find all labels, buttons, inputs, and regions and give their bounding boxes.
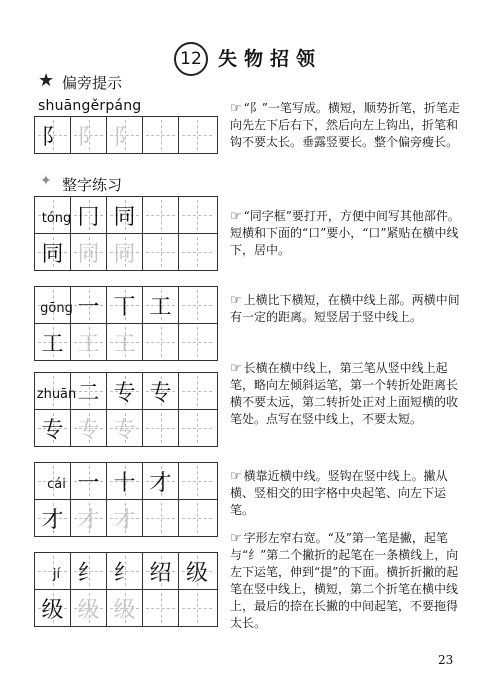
stroke-step: 专 bbox=[149, 380, 172, 406]
trace-cell bbox=[71, 234, 107, 270]
stroke-step: 才 bbox=[149, 470, 172, 496]
radical-heading: 偏旁提示 bbox=[62, 74, 123, 92]
stroke-cell bbox=[179, 463, 215, 499]
empty-cell bbox=[179, 324, 215, 360]
page-number: 23 bbox=[438, 653, 454, 667]
trace-char: 同 bbox=[113, 241, 136, 267]
model-char: 级 bbox=[41, 597, 64, 623]
pinyin-cell bbox=[35, 287, 71, 323]
trace-char: 级 bbox=[113, 597, 136, 623]
trace-cell bbox=[107, 410, 143, 446]
model-char: 工 bbox=[41, 331, 64, 357]
pinyin-cell bbox=[35, 197, 71, 233]
stroke-cell bbox=[179, 287, 215, 323]
radical-grid bbox=[34, 116, 218, 154]
stroke-step: 专 bbox=[113, 380, 136, 406]
stroke-cell bbox=[143, 553, 179, 589]
radical-tip bbox=[230, 100, 468, 151]
stroke-cell bbox=[143, 197, 179, 233]
model-cell bbox=[35, 410, 71, 446]
pinyin-label: gōng bbox=[40, 300, 73, 316]
stroke-step: 同 bbox=[113, 204, 136, 230]
tip-text: 上横比下横短，在横中线上部。两横中间有一定的距离。短竖居于竖中线上。 bbox=[230, 293, 460, 324]
radical-trace-char: 阝 bbox=[77, 124, 100, 150]
pinyin-cell bbox=[35, 463, 71, 499]
tip-text: 字形左窄右宽。“及”第一笔是撇，起笔与“纟”第二个撇折的起笔在一条横线上，向左下运笔，伸到“提”的下面。横折折撇的起笔在竖中线上，横短，第二个折笔在横中线上，最后的捺在长撇的中间起笔，不要拖得太长。 bbox=[230, 531, 459, 630]
stroke-cell bbox=[179, 553, 215, 589]
stroke-cell bbox=[179, 197, 215, 233]
pointing-hand-icon: ☞ bbox=[230, 469, 242, 484]
stroke-step: 一 bbox=[77, 294, 100, 320]
trace-cell bbox=[71, 500, 107, 536]
radical-cell bbox=[71, 117, 107, 153]
tip-text: 长横在横中线上，第三笔从竖中线上起笔，略向左倾斜运笔，第一个转折处距离长横不要太远，第二转折处正对上面短横的收笔处。点写在竖中线上，不要太短。 bbox=[230, 361, 459, 426]
stroke-cell bbox=[71, 197, 107, 233]
trace-char: 同 bbox=[77, 241, 100, 267]
stroke-cell bbox=[71, 553, 107, 589]
trace-char: 才 bbox=[77, 507, 100, 533]
stroke-step: 十 bbox=[113, 470, 136, 496]
trace-cell bbox=[107, 324, 143, 360]
stroke-cell bbox=[71, 373, 107, 409]
practice-grid-zhuan bbox=[34, 372, 218, 447]
empty-cell bbox=[143, 410, 179, 446]
star-icon: ✦ bbox=[40, 173, 52, 189]
stroke-cell bbox=[143, 287, 179, 323]
practice-grid-ji bbox=[34, 552, 218, 627]
model-char: 同 bbox=[41, 241, 64, 267]
stroke-cell bbox=[107, 553, 143, 589]
stroke-step: 工 bbox=[149, 294, 172, 320]
model-char: 专 bbox=[41, 417, 64, 443]
trace-cell bbox=[71, 324, 107, 360]
stroke-cell bbox=[107, 287, 143, 323]
pointing-hand-icon: ☞ bbox=[230, 531, 242, 546]
stroke-cell bbox=[107, 463, 143, 499]
trace-cell bbox=[107, 590, 143, 626]
empty-cell bbox=[179, 234, 215, 270]
trace-cell bbox=[71, 410, 107, 446]
trace-char: 专 bbox=[77, 417, 100, 443]
trace-char: 专 bbox=[113, 417, 136, 443]
practice-grid-gong bbox=[34, 286, 218, 361]
stroke-step: 纟 bbox=[113, 560, 136, 586]
pointing-hand-icon: ☞ bbox=[230, 293, 242, 308]
model-char: 才 bbox=[41, 507, 64, 533]
empty-cell bbox=[179, 590, 215, 626]
empty-cell bbox=[143, 234, 179, 270]
stroke-cell bbox=[107, 373, 143, 409]
stroke-cell bbox=[107, 197, 143, 233]
pinyin-label: tóng bbox=[41, 210, 72, 226]
trace-char: 级 bbox=[77, 597, 100, 623]
pinyin-label: cái bbox=[47, 476, 66, 492]
practice-heading: 整字练习 bbox=[62, 176, 123, 194]
model-cell bbox=[35, 500, 71, 536]
empty-cell bbox=[179, 410, 215, 446]
pinyin-cell bbox=[35, 373, 77, 409]
model-cell bbox=[35, 234, 71, 270]
tip-gong bbox=[230, 292, 468, 326]
trace-cell bbox=[107, 500, 143, 536]
model-cell bbox=[35, 324, 71, 360]
radical-cell bbox=[179, 117, 215, 153]
tip-text: “同字框”要打开，方便中间写其他部件。短横和下面的“口”要小，“口”紧贴在横中线下，居中。 bbox=[230, 209, 460, 257]
empty-cell bbox=[143, 324, 179, 360]
stroke-cell bbox=[71, 463, 107, 499]
stroke-step: 绍 bbox=[149, 560, 172, 586]
pointing-hand-icon: ☞ bbox=[230, 101, 242, 116]
pinyin-label: zhuān bbox=[36, 386, 77, 402]
stroke-cell bbox=[143, 463, 179, 499]
stroke-step: 纟 bbox=[77, 560, 100, 586]
empty-cell bbox=[143, 500, 179, 536]
radical-char: 阝 bbox=[41, 124, 64, 150]
stroke-cell bbox=[71, 287, 107, 323]
tip-ji bbox=[230, 530, 468, 632]
radical-trace-char: 阝 bbox=[113, 124, 136, 150]
trace-char: 工 bbox=[113, 331, 136, 357]
tip-tong bbox=[230, 208, 468, 259]
radical-cell bbox=[143, 117, 179, 153]
pointing-hand-icon: ☞ bbox=[230, 209, 242, 224]
tip-zhuan bbox=[230, 360, 468, 428]
trace-char: 工 bbox=[77, 331, 100, 357]
pointing-hand-icon: ☞ bbox=[230, 361, 242, 376]
tip-text: 横靠近横中线。竖钩在竖中线上。撇从横、竖相交的田字格中央起笔、向左下运笔。 bbox=[230, 469, 448, 517]
radical-tip-text: “阝”一笔写成。横短，顺势折笔，折笔走向先左下后右下，然后向左上钩出，折笔和钩不要太长。垂露竖要长。整个偏旁瘦长。 bbox=[230, 101, 460, 149]
empty-cell bbox=[179, 500, 215, 536]
radical-pinyin: shuāngěrpáng bbox=[38, 98, 142, 114]
star-icon: ★ bbox=[38, 70, 55, 91]
tip-cai bbox=[230, 468, 468, 519]
empty-cell bbox=[143, 590, 179, 626]
stroke-step: 二 bbox=[77, 380, 100, 406]
pinyin-cell bbox=[35, 553, 71, 589]
pinyin-label: jí bbox=[52, 566, 61, 582]
trace-cell bbox=[107, 234, 143, 270]
stroke-cell bbox=[143, 373, 179, 409]
trace-cell bbox=[71, 590, 107, 626]
stroke-step: 级 bbox=[185, 560, 208, 586]
lesson-title: 失物招领 bbox=[218, 48, 323, 70]
practice-grid-tong bbox=[34, 196, 218, 271]
radical-cell bbox=[35, 117, 71, 153]
stroke-step: 冂 bbox=[77, 204, 100, 230]
model-cell bbox=[35, 590, 71, 626]
practice-grid-cai bbox=[34, 462, 218, 537]
lesson-number-badge: 12 bbox=[174, 42, 208, 76]
trace-char: 才 bbox=[113, 507, 136, 533]
radical-cell bbox=[107, 117, 143, 153]
stroke-step: 丅 bbox=[113, 294, 136, 320]
stroke-step: 一 bbox=[77, 470, 100, 496]
stroke-cell bbox=[179, 373, 215, 409]
